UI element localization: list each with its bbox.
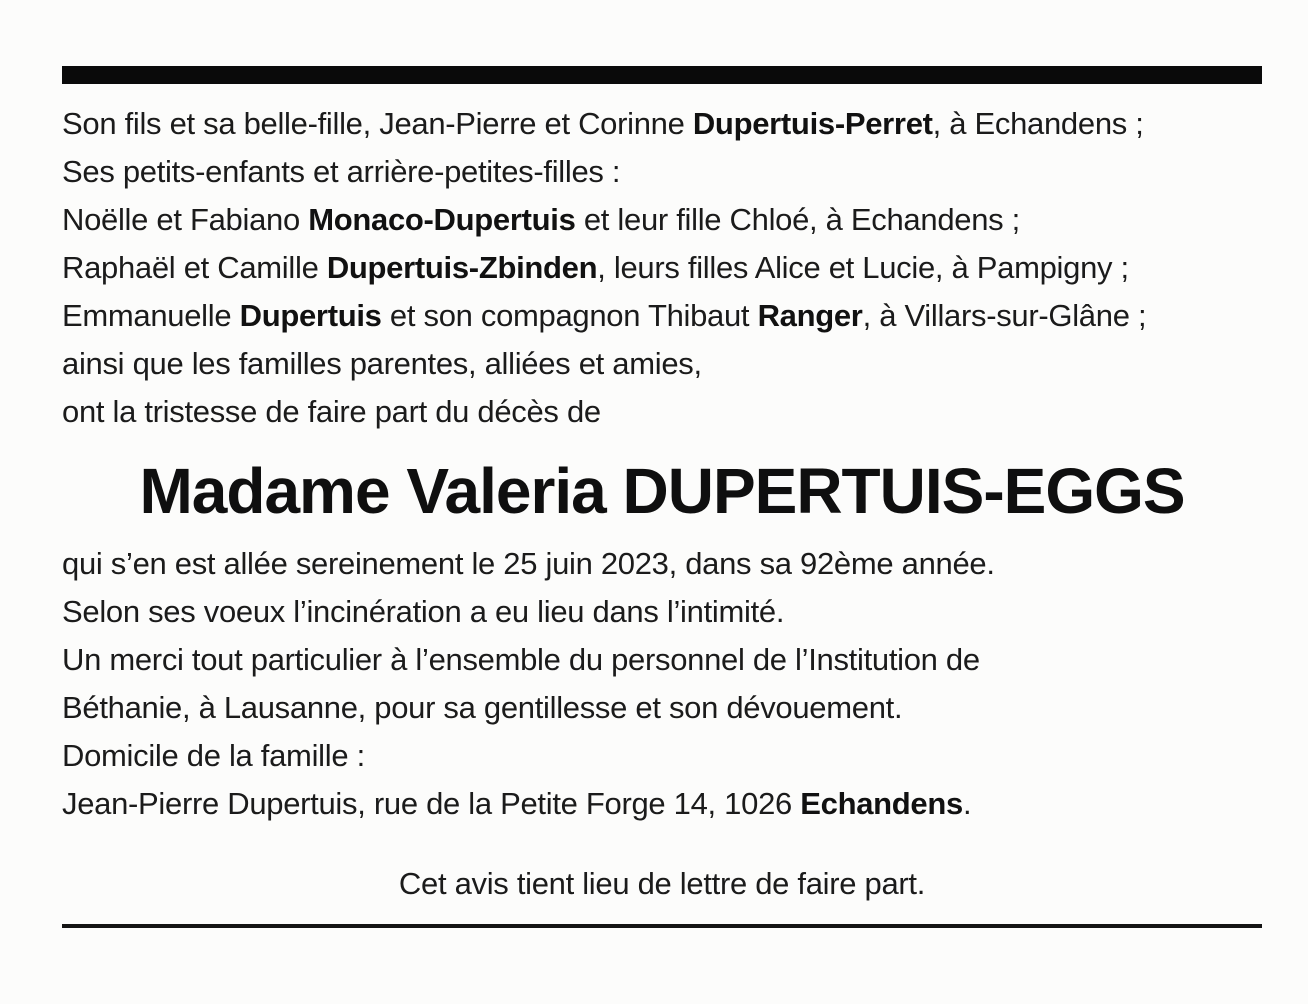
notice-text: Domicile de la famille : bbox=[62, 738, 365, 773]
top-bar-rule bbox=[62, 66, 1262, 84]
notice-line bbox=[62, 100, 1262, 148]
notice-name-bold: Dupertuis-Perret bbox=[692, 106, 933, 141]
notice-name-bold: Monaco-Dupertuis bbox=[308, 202, 576, 237]
notice-text: et leur fille Chloé, à Echandens ; bbox=[575, 202, 1020, 237]
notice-name-bold: Echandens bbox=[800, 786, 963, 821]
notice-text: Noëlle et Fabiano bbox=[62, 202, 309, 237]
notice-name-bold: Dupertuis-Zbinden bbox=[326, 250, 598, 285]
notice-details-paragraph bbox=[62, 540, 1262, 828]
notice-text: Selon ses voeux l’incinération a eu lieu dans l’intimité. bbox=[62, 594, 785, 629]
notice-text: Ses petits-enfants et arrière-petites-filles : bbox=[62, 154, 621, 189]
notice-line bbox=[62, 636, 1262, 684]
notice-text: Son fils et sa belle-fille, Jean-Pierre et Corinne bbox=[62, 106, 693, 141]
notice-text: , leurs filles Alice et Lucie, à Pampigny ; bbox=[597, 250, 1129, 285]
notice-name-bold: Dupertuis bbox=[239, 298, 382, 333]
family-intro-paragraph bbox=[62, 100, 1262, 436]
notice-name-bold: Ranger bbox=[757, 298, 863, 333]
notice-text: Un merci tout particulier à l’ensemble du personnel de l’Institution de bbox=[62, 642, 980, 677]
notice-text: ont la tristesse de faire part du décès de bbox=[62, 394, 601, 429]
notice-line bbox=[62, 340, 1262, 388]
notice-text: Jean-Pierre Dupertuis, rue de la Petite Forge 14, 1026 bbox=[62, 786, 801, 821]
notice-line bbox=[62, 388, 1262, 436]
notice-text: Raphaël et Camille bbox=[62, 250, 327, 285]
notice-text: ainsi que les familles parentes, alliées et amies, bbox=[62, 346, 702, 381]
notice-line bbox=[62, 148, 1262, 196]
notice-line bbox=[62, 588, 1262, 636]
notice-content bbox=[62, 66, 1262, 928]
bottom-rule bbox=[62, 924, 1262, 928]
deceased-name-heading: Madame Valeria DUPERTUIS-EGGS bbox=[139, 455, 1185, 527]
notice-line bbox=[62, 244, 1262, 292]
notice-text: Béthanie, à Lausanne, pour sa gentillesse et son dévouement. bbox=[62, 690, 903, 725]
notice-line bbox=[62, 780, 1262, 828]
notice-line bbox=[62, 540, 1262, 588]
notice-line bbox=[62, 684, 1262, 732]
notice-text: qui s’en est allée sereinement le 25 juin 2023, dans sa 92ème année. bbox=[62, 546, 995, 581]
notice-text: Emmanuelle bbox=[62, 298, 240, 333]
notice-text: , à Echandens ; bbox=[932, 106, 1144, 141]
notice-text: . bbox=[962, 786, 972, 821]
notice-text: et son compagnon Thibaut bbox=[381, 298, 758, 333]
notice-line bbox=[62, 196, 1262, 244]
notice-text: , à Villars-sur-Glâne ; bbox=[862, 298, 1147, 333]
closing-statement: Cet avis tient lieu de lettre de faire part. bbox=[398, 866, 926, 901]
notice-line bbox=[62, 732, 1262, 780]
notice-line bbox=[62, 292, 1262, 340]
